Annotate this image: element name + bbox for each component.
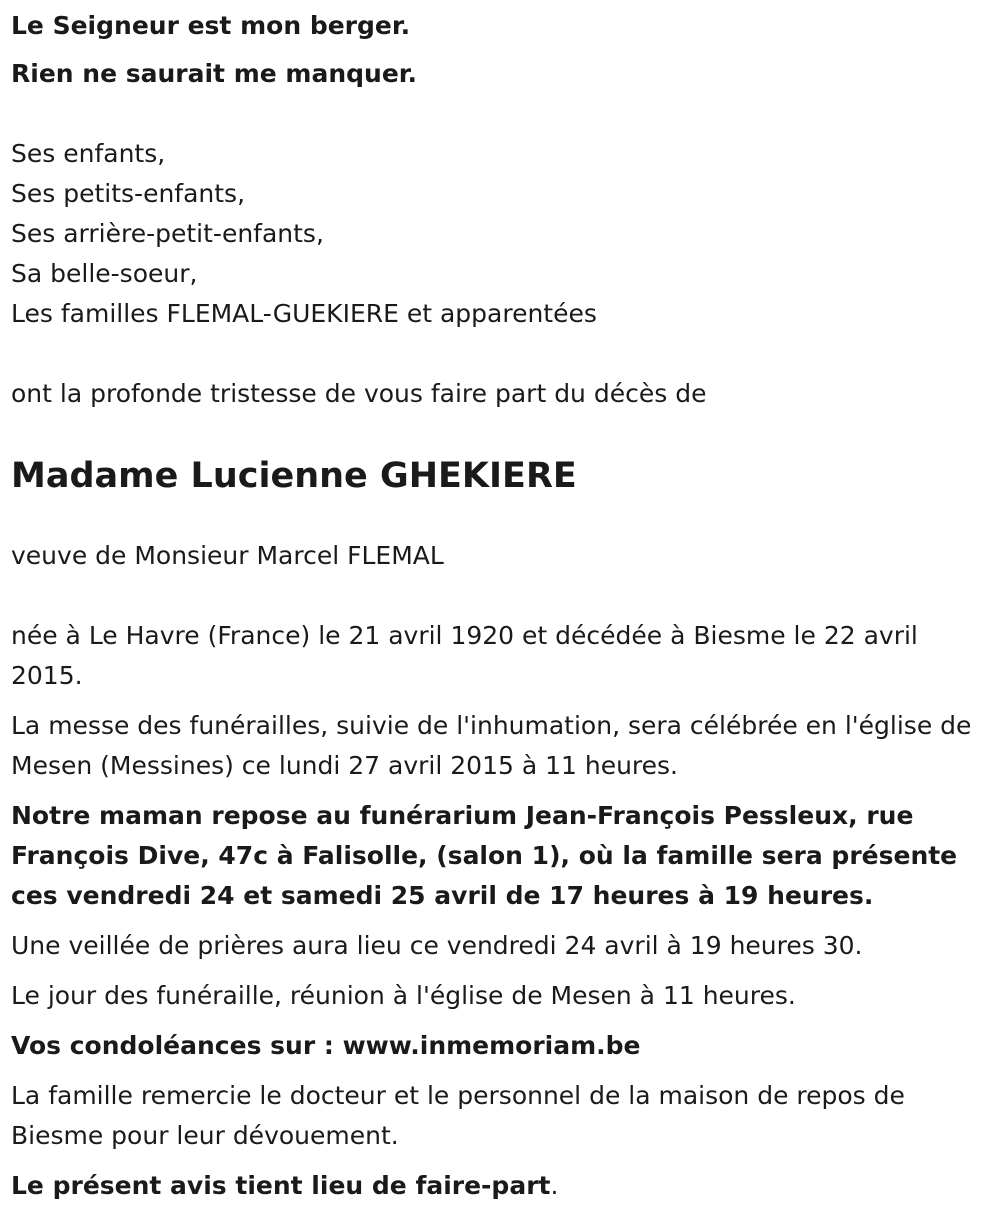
family-line: Ses arrière-petit-enfants,	[11, 219, 324, 248]
psalm-line-1: Le Seigneur est mon berger.	[11, 11, 411, 40]
funerarium-text: Notre maman repose au funérarium Jean-François Pessleux, rue François Dive, 47c à Falisolle, (salon 1), où la famille sera présente ces vendredi 24 et samedi 25 avril de 17 heures à 19 heures.	[11, 801, 958, 910]
meeting-text: Le jour des funéraille, réunion à l'église de Mesen à 11 heures.	[11, 981, 796, 1010]
thanks-text: La famille remercie le docteur et le personnel de la maison de repos de Biesme pour leur dévouement.	[11, 1081, 905, 1150]
family-line: Les familles FLEMAL-GUEKIERE et apparentées	[11, 299, 597, 328]
closing-period: .	[550, 1171, 559, 1200]
widow-of-text: veuve de Monsieur Marcel FLEMAL	[11, 541, 444, 570]
condolences-text: Vos condoléances sur : www.inmemoriam.be	[11, 1031, 641, 1060]
announcement-text: ont la profonde tristesse de vous faire part du décès de	[11, 379, 707, 408]
family-list	[11, 134, 986, 334]
closing-line	[11, 1166, 986, 1206]
family-line: Ses enfants,	[11, 139, 166, 168]
psalm-line-2: Rien ne saurait me manquer.	[11, 59, 418, 88]
obituary-notice	[11, 0, 986, 1206]
funeral-mass-text: La messe des funérailles, suivie de l'inhumation, sera célébrée en l'église de Mesen (Messines) ce lundi 27 avril 2015 à 11 heures.	[11, 711, 972, 780]
closing-bold-text: Le présent avis tient lieu de faire-part	[11, 1171, 551, 1200]
deceased-name: Madame Lucienne GHEKIERE	[11, 456, 577, 496]
birth-death-text: née à Le Havre (France) le 21 avril 1920 et décédée à Biesme le 22 avril 2015.	[11, 621, 918, 690]
family-line: Ses petits-enfants,	[11, 179, 246, 208]
family-line: Sa belle-soeur,	[11, 259, 198, 288]
vigil-text: Une veillée de prières aura lieu ce vendredi 24 avril à 19 heures 30.	[11, 931, 863, 960]
